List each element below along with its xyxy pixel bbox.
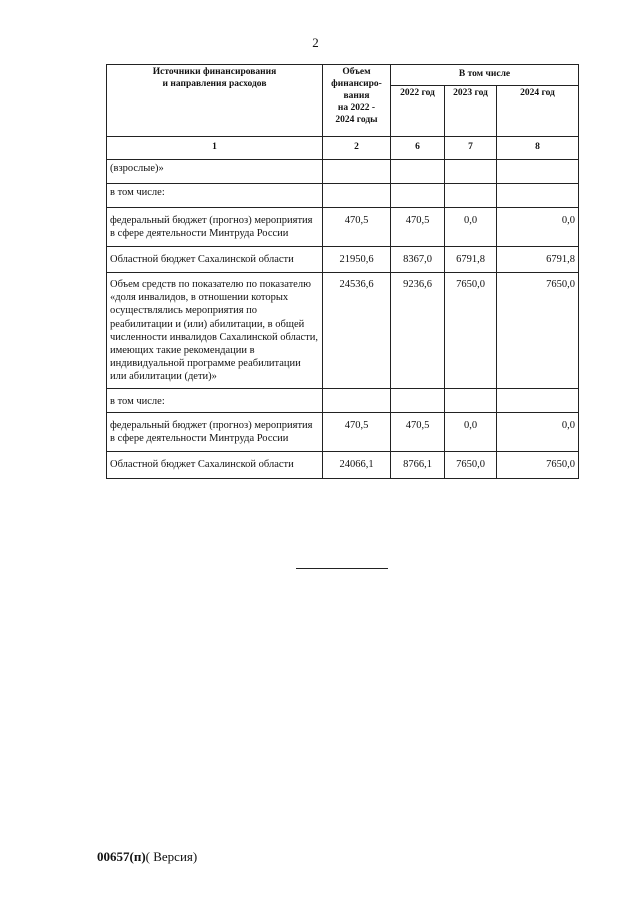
row-2022: 8766,1 <box>391 452 445 478</box>
row-2022 <box>391 389 445 413</box>
row-label: (взрослые)» <box>107 159 323 183</box>
row-2022 <box>391 159 445 183</box>
row-2023: 7650,0 <box>445 452 497 478</box>
table-row <box>107 413 579 452</box>
row-label: федеральный бюджет (прогноз) мероприятия в сфере деятельности Минтруда России <box>107 207 323 246</box>
row-2023: 0,0 <box>445 413 497 452</box>
row-total <box>323 159 391 183</box>
row-2023 <box>445 389 497 413</box>
table-row <box>107 183 579 207</box>
row-2023 <box>445 183 497 207</box>
row-2022: 8367,0 <box>391 247 445 273</box>
header-sources <box>107 65 323 137</box>
row-label: в том числе: <box>107 183 323 207</box>
row-2022: 9236,6 <box>391 273 445 389</box>
row-label: в том числе: <box>107 389 323 413</box>
row-label: федеральный бюджет (прогноз) мероприятия в сфере деятельности Минтруда России <box>107 413 323 452</box>
column-number: 1 <box>107 136 323 159</box>
header-including: В том числе <box>391 65 579 86</box>
header-year-2023: 2023 год <box>445 85 497 136</box>
header-volume <box>323 65 391 137</box>
header-volume-line: вания <box>343 90 370 101</box>
header-volume-line: финансиро- <box>331 78 382 89</box>
row-total: 21950,6 <box>323 247 391 273</box>
row-2022 <box>391 183 445 207</box>
end-divider <box>296 568 388 569</box>
table-row <box>107 452 579 478</box>
header-volume-line: на 2022 - <box>337 102 376 113</box>
row-2024: 6791,8 <box>497 247 579 273</box>
row-label: Объем средств по показателю по показателю «доля инвалидов, в отношении которых осуществлялись мероприятия по реабилитации и (или) абилитации, в общей численности инвалидов Сахалинской области, имеющих такие рекомендации в индивидуальной программе реабилитации или абилитации (дети)» <box>107 273 323 389</box>
header-sources-line2: и направления расходов <box>162 78 267 89</box>
document-code-number: 00657(п) <box>97 849 146 864</box>
row-total: 470,5 <box>323 413 391 452</box>
row-total <box>323 183 391 207</box>
row-total: 24066,1 <box>323 452 391 478</box>
row-total: 24536,6 <box>323 273 391 389</box>
row-2024: 0,0 <box>497 207 579 246</box>
column-number: 8 <box>497 136 579 159</box>
row-2022: 470,5 <box>391 207 445 246</box>
table-row <box>107 247 579 273</box>
column-number: 7 <box>445 136 497 159</box>
document-code <box>97 849 197 865</box>
document-version: ( Версия) <box>145 849 198 864</box>
row-2024: 0,0 <box>497 413 579 452</box>
table-row <box>107 389 579 413</box>
row-label: Областной бюджет Сахалинской области <box>107 452 323 478</box>
row-2024: 7650,0 <box>497 452 579 478</box>
row-2023: 6791,8 <box>445 247 497 273</box>
column-numbers-row <box>107 136 579 159</box>
header-sources-line1: Источники финансирования <box>152 67 277 77</box>
header-year-2024: 2024 год <box>497 85 579 136</box>
row-2023: 0,0 <box>445 207 497 246</box>
row-2024 <box>497 159 579 183</box>
financing-table <box>106 64 579 479</box>
header-volume-line: 2024 годы <box>335 114 378 125</box>
table-row <box>107 273 579 389</box>
row-2022: 470,5 <box>391 413 445 452</box>
row-2024 <box>497 183 579 207</box>
row-2024: 7650,0 <box>497 273 579 389</box>
row-2023: 7650,0 <box>445 273 497 389</box>
column-number: 6 <box>391 136 445 159</box>
column-number: 2 <box>323 136 391 159</box>
row-total: 470,5 <box>323 207 391 246</box>
header-row-1 <box>107 65 579 86</box>
row-total <box>323 389 391 413</box>
table-row <box>107 207 579 246</box>
row-2023 <box>445 159 497 183</box>
row-2024 <box>497 389 579 413</box>
row-label: Областной бюджет Сахалинской области <box>107 247 323 273</box>
header-year-2022: 2022 год <box>391 85 445 136</box>
table-row <box>107 159 579 183</box>
page-number: 2 <box>312 35 319 50</box>
header-volume-line: Объем <box>342 67 371 77</box>
